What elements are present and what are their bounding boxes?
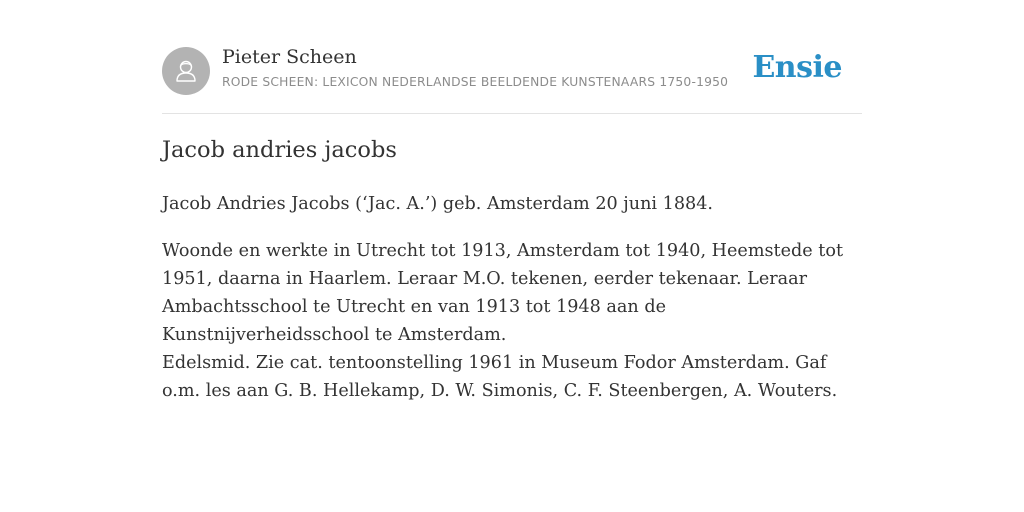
article-paragraph-3: Edelsmid. Zie cat. tentoonstelling 1961 in Museum Fodor Amsterdam. Gaf o.m. les aan G. B. Hellekamp, D. W. Simonis, C. F. Steenbergen, A. Wouters. [162, 353, 838, 401]
header-divider [162, 113, 862, 114]
article-paragraph-1: Jacob Andries Jacobs (‘Jac. A.’) geb. Amsterdam 20 juni 1884. [162, 194, 714, 214]
ensie-logo[interactable]: Ensie [752, 50, 842, 85]
article-title: Jacob andries jacobs [162, 137, 397, 163]
user-icon [171, 56, 201, 86]
author-avatar[interactable] [162, 47, 210, 95]
author-name[interactable]: Pieter Scheen [222, 46, 357, 68]
article-header [162, 46, 862, 96]
source-name[interactable]: RODE SCHEEN: LEXICON NEDERLANDSE BEELDENDE KUNSTENAARS 1750-1950 [222, 75, 729, 89]
article-paragraph-2: Woonde en werkte in Utrecht tot 1913, Amsterdam tot 1940, Heemstede tot 1951, daarna in Haarlem. Leraar M.O. tekenen, eerder tekenaar. Leraar Ambachtsschool te Utrecht en van 1913 tot 1948 aan de Kunstnijverheidsschool te Amsterdam. [162, 241, 844, 345]
